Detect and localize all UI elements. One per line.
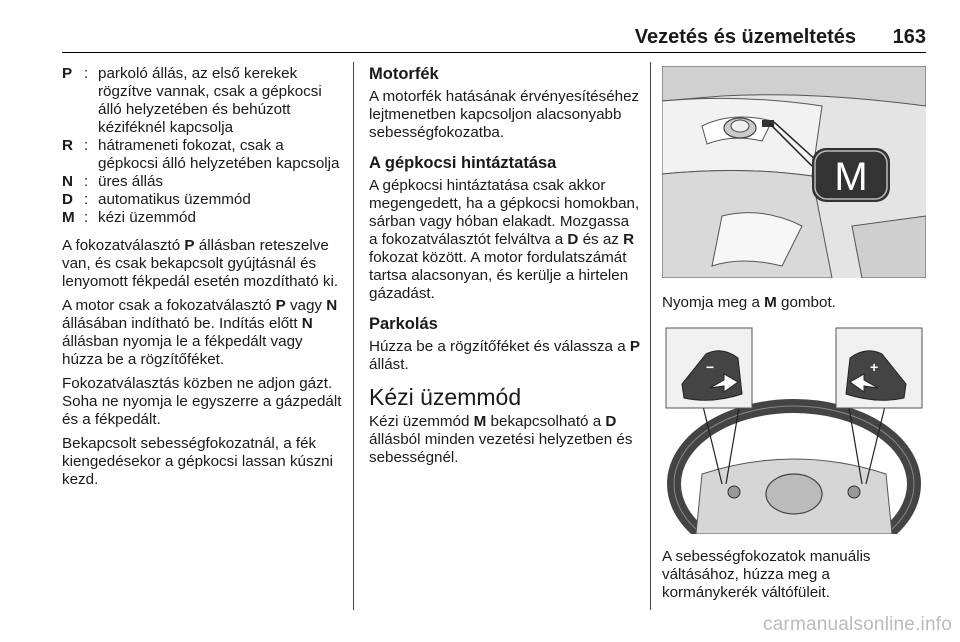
definition-separator: : [84,191,89,208]
paragraph-engine-start: A motor csak a fokozatválasztó P vagy N állásában indítható be. Indítás előtt N állásban nyomja le a fékpedált vagy húzza be a rögzítőféket. [62,297,338,368]
definition-key: P [62,65,73,82]
heading-motorfek: Motorfék [369,65,439,83]
minus-label: − [706,359,715,375]
column-divider-1 [353,62,354,610]
heading-parkolas: Parkolás [369,315,438,333]
definition-text: hátrameneti fokozat, csak a gépkocsi álló helyzetében kapcsolja [98,137,340,172]
definition-key: R [62,137,73,154]
definition-row-p [62,65,342,137]
heading-hintaztatas: A gépkocsi hintáztatása [369,154,557,172]
definition-separator: : [84,65,89,82]
heading-kezi-uzemmod: Kézi üzemmód [369,384,522,410]
definition-text: üres állás [98,173,163,190]
page-number: 163 [892,26,926,48]
steering-wheel-illustration [662,324,926,534]
column-2 [369,65,641,473]
definition-text: kézi üzemmód [98,209,196,226]
caption-m-button: Nyomja meg a M gombot. [662,294,836,311]
paragraph-creep: Bekapcsolt sebességfokozatnál, a fék kiengedésekor a gépkocsi lassan kúszni kezd. [62,435,334,488]
definition-key: N [62,173,73,190]
definition-key: D [62,191,73,208]
caption-steering-paddles: A sebességfokozatok manuális váltásához, húzza meg a kormánykerék váltófüleit. [662,548,871,601]
column-1 [62,65,342,495]
gear-definition-list [62,65,342,227]
plus-label: + [870,359,879,375]
definition-text: parkoló állás, az első kerekek rögzítve vannak, csak a gépkocsi álló helyzetében és behúzott kéziféknél kapcsolja [98,65,322,136]
paragraph-selector-lock: A fokozatválasztó P állásban reteszelve van, és csak bekapcsolt gyújtásnál és lenyomott fékpedál esetén mozdítható ki. [62,237,339,290]
definition-separator: : [84,209,89,226]
paragraph-hintaztatas: A gépkocsi hintáztatása csak akkor megengedett, ha a gépkocsi homokban, sárban vagy hóban elakadt. Mozgassa a fokozatválasztót felváltva a D és az R fokozat között. A motor fordulatszámát tartsa alacsonyan, és kerülje a hirtelen gázadást. [369,177,640,302]
paragraph-parkolas: Húzza be a rögzítőféket és válassza a P állást. [369,338,640,373]
definition-separator: : [84,173,89,190]
page-header [62,26,926,53]
paragraph-no-throttle: Fokozatválasztás közben ne adjon gázt. Soha ne nyomja le egyszerre a gázpedált és a fékpedált. [62,375,342,428]
watermark: carmanualsonline.info [762,614,952,635]
section-title: Vezetés és üzemeltetés [634,26,856,48]
m-button-label: M [834,155,868,199]
paragraph-kezi-uzemmod: Kézi üzemmód M bekapcsolható a D állásból minden vezetési helyzetben és sebességnél. [369,413,633,466]
figure-steering-paddles [662,324,926,534]
m-button-illustration [662,66,926,278]
definition-row-m [62,209,342,227]
definition-separator: : [84,137,89,154]
definition-row-d [62,191,342,209]
paragraph-motorfek: A motorfék hatásának érvényesítéséhez lejtmenetben kapcsoljon alacsonyabb sebességfokozatba. [369,88,640,141]
figure-m-button [662,66,926,278]
definition-text: automatikus üzemmód [98,191,251,208]
column-divider-2 [650,62,651,610]
definition-row-n [62,173,342,191]
definition-row-r [62,137,342,173]
definition-key: M [62,209,75,226]
